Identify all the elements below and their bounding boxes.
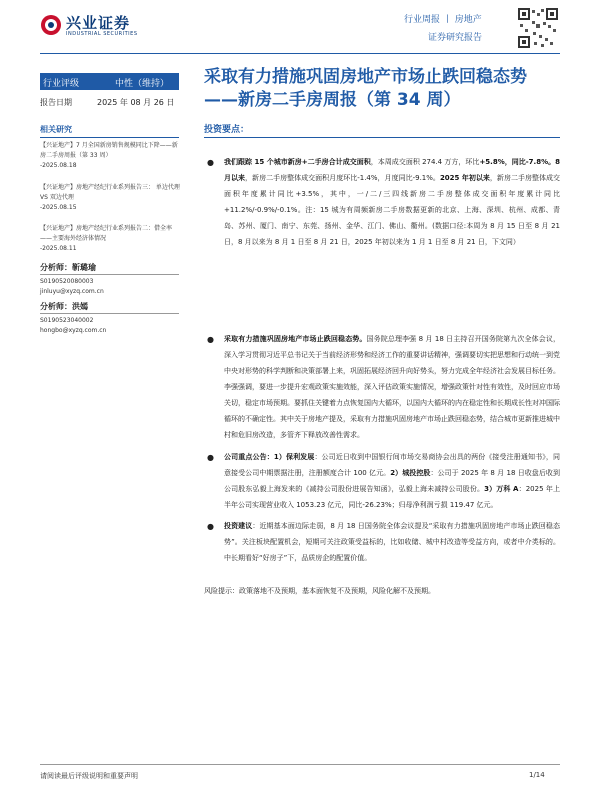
related-research-item[interactable] <box>40 224 180 254</box>
brand-name-cn: 兴业证券 <box>66 14 131 32</box>
analyst-email[interactable]: jinluyu@xyzq.com.cn <box>40 288 104 295</box>
page-number: 1/14 <box>529 771 545 779</box>
report-subtitle: ——新房二手房周报（第 34 周） <box>204 90 461 110</box>
rating-value: 中性（维持） <box>115 79 170 89</box>
risk-warning: 风险提示：政策落地不及预期，基本面恢复不及预期，风险化解不及预期。 <box>204 587 435 595</box>
related-research-date: -2025.08.11 <box>40 245 77 252</box>
report-date-value: 2025 年 08 月 26 日 <box>97 98 175 107</box>
highlight-paragraph-recommendation: 投资建议：近期基本面边际走弱，8 月 18 日国务院全体会议提及“采取有力措施巩固房地产市场止跌回稳态势”。关注板块配置机会，短期可关注政策受益标的，比如收储、城中村改造等受益方向，或者中介类标的。中长期看好“好房子”下，品质房企的配置价值。 <box>224 522 560 562</box>
footer-disclaimer: 请阅读最后评级说明和重要声明 <box>40 772 138 780</box>
highlights-divider <box>204 137 560 138</box>
analyst-divider <box>40 274 179 275</box>
highlight-paragraph-policy: 采取有力措施巩固房地产市场止跌回稳态势。国务院总理李强 8 月 18 日主持召开国务院第九次全体会议，深入学习贯彻习近平总书记关于当前经济形势和经济工作的重要讲话精神，强调要切实把思想和行动统一到党中央对形势的科学判断和决策部署上来，巩固拓展经济回升向好势头，努力完成全年经济社会发展目标任务。李强强调，要进一步提升宏观政策实施效能，深入评估政策实施情况，增强政策针对性有效性，及时回应市场关切，稳定市场预期。要抓住关键着力点恢复国内大循环，以国内大循环的内在稳定性和长期成长性对冲国际循环的不确定性。其中关于房地产提及，采取有力措施巩固房地产市场止跌回稳态势，结合城市更新推进城中村和危旧房改造，多管齐下释放改善性需求。 <box>224 335 561 439</box>
footer-divider <box>40 764 560 765</box>
analyst-certificate: S0190520080003 <box>40 278 94 285</box>
related-research-title: 【兴证地产】7 月全国新房销售规模同比下降——新房二手房周报（第 33 周） <box>40 142 178 159</box>
analyst-name: 分析师：洪嫣 <box>40 302 88 311</box>
related-research-item[interactable] <box>40 141 180 171</box>
related-research-title: 【兴证地产】房地产经纪行业系列报告二：借全率——主要海外经济体情况 <box>40 225 173 242</box>
report-type: 证券研究报告 <box>428 33 483 43</box>
bullet-icon: ● <box>207 335 214 344</box>
highlight-paragraph-transactions: 我们跟踪 15 个城市新房+二手房合计成交面积，本周成交面积 274.4 万方，环比+5.8%，同比-7.8%。8 月以来，新房二手房整体成交面积月度环比-1.4%，月度同比-9.1%。2025 年初以来，新房二手房整体成交面积年度累计同比+3.5%，其中，一/二/三四线新房二手房整体成交面积年度累计同比+11.2%/-0.9%/-0.1%。注：15 城为有周频新房二手房数据更新的北京、上海、深圳、杭州、成都、青岛、苏州、厦门、南宁、东莞、扬州、金华、江门、佛山、衢州。(数据口径:本周为 8 月 15 日至 8 月 21 日，8 月以来为 8 月 1 日至 8 月 21 日，2025 年初以来为 1 月 1 日至 8 月 21 日，下文同） <box>224 158 561 246</box>
analyst-name: 分析师：靳璐瑜 <box>40 263 96 272</box>
report-title: 采取有力措施巩固房地产市场止跌回稳态势 <box>204 67 527 87</box>
report-category: 行业周报 丨 房地产 <box>404 15 482 25</box>
analyst-certificate: S0190523040002 <box>40 317 94 324</box>
related-research-divider <box>40 137 179 138</box>
header-divider <box>40 53 560 54</box>
brand-name-en: INDUSTRIAL SECURITIES <box>66 31 138 37</box>
related-research-heading: 相关研究 <box>40 125 72 134</box>
related-research-item[interactable] <box>40 183 180 213</box>
analyst-email[interactable]: hongbo@xyzq.com.cn <box>40 327 107 334</box>
related-research-date: -2025.08.15 <box>40 204 77 211</box>
related-research-date: -2025.08.18 <box>40 162 77 169</box>
bullet-icon: ● <box>207 158 214 167</box>
highlight-paragraph-announcements: 公司重点公告：1）保利发展：公司近日收到中国银行间市场交易商协会出具的两份《接受注册通知书》，同意接受公司中期票据注册，注册额度合计 100 亿元。2）城投控股：公司于 2025 年 8 月 18 日收盘后收到公司股东弘毅上海发来的《减持公司股份进展告知函》，弘毅上海未减持公司股份。3）万科 A：2025 年上半年公司实现营业收入 1053.23 亿元，同比-26.23%；归母净利润亏损 119.47 亿元。 <box>224 453 561 509</box>
company-logo-icon <box>40 14 62 36</box>
investment-highlights-heading: 投资要点： <box>204 125 250 135</box>
qr-code-icon <box>517 7 559 49</box>
bullet-icon: ● <box>207 453 214 462</box>
bullet-icon: ● <box>207 522 214 531</box>
related-research-title: 【兴证地产】房地产经纪行业系列报告三： 单边代理 VS 双边代理 <box>40 184 180 201</box>
rating-label: 行业评级 <box>43 79 80 89</box>
analyst-divider <box>40 313 179 314</box>
report-date-label: 报告日期 <box>40 98 72 107</box>
